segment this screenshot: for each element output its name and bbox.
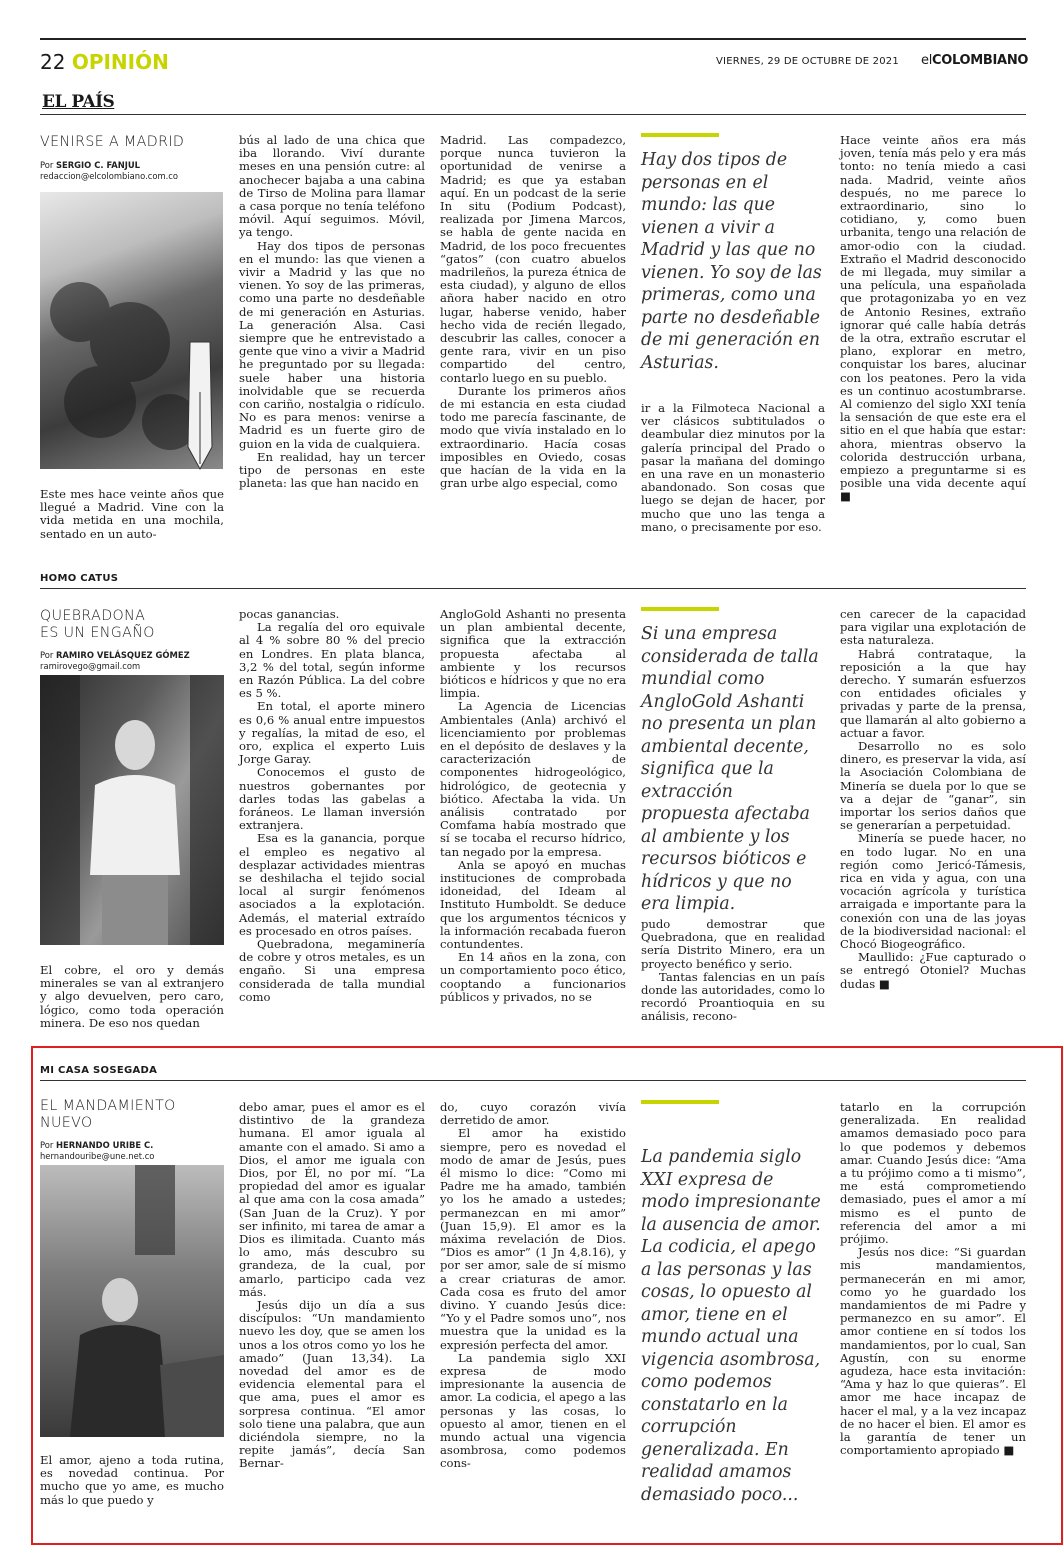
article-column-4: pudo demostrar que Quebradona, que en realidad sería Distrito Minero, era un proyecto benéfico y serio. Tantas falencias en un país donde las autoridades, como lo recordó Proantioquia en su análisis, recono-: [641, 917, 825, 1024]
column-label: MI CASA SOSEGADA: [40, 1065, 158, 1076]
article-column-5: Hace veinte años era más joven, tenía más pelo y era más tonto: no tenía miedo a casi nada. Madrid, veinte años después, no me parece lo extraordinario, sino lo cotidiano, y, como buen urbanita, tengo una relación de amor-odio con la ciudad. Extraño el Madrid desconocido de mi llegada, muy similar a una película, una españolada que protagonizaba yo en vez de Antonio Resines, extraño ignorar qué calle había detrás de la otra, extraño escrutar el plano, explorar en metro, conquistar los bares, alucinar con los peatones. Pero la vida es un continuo acostumbrarse. Al comienzo del siglo XXI tenía la sensación de que este era el sitio en el que había que estar: ahora, mientras observo la colorida destrucción urbana, empiezo a preguntarme si es posible una vida decente aquí ■: [840, 133, 1026, 504]
article-column-4: ir a la Filmoteca Nacional a ver clásicos subtitulados o deambular diez minutos por la galería principal del Prado o pasar la mañana del domingo en una rave en un monasterio abandonado. Son cosas que luego se dejan de hacer, por mucho que uno las tenga a mano, o precisamente por eso.: [641, 401, 825, 534]
author-photo: [40, 1165, 224, 1437]
page-header: [40, 50, 169, 74]
article-title: EL MANDAMIENTO NUEVO: [40, 1098, 176, 1131]
pull-quote-accent: [641, 607, 719, 611]
partner-logo: EL PAÍS: [42, 92, 115, 112]
author-portrait-icon: [40, 1165, 224, 1437]
article-title: QUEBRADONA ES UN ENGAÑO: [40, 608, 155, 641]
newspaper-logo: elCOLOMBIANO: [921, 53, 1029, 68]
author-portrait-icon: [40, 675, 224, 945]
article-title: VENIRSE A MADRID: [40, 134, 185, 150]
author-photo: [40, 675, 224, 945]
article-column-3: AngloGold Ashanti no presenta un plan ambiental decente, significa que la extracción propuesta afectaba al ambiente y los recursos bióticos e hídricos y que no era limpia. La Agencia de Licencias Ambientales (Anla) archivó el licenciamiento por problemas en el depósito de deslaves y la caracterización de componentes hidrogeológico, hidrológico, de geotecnia y biótico. Afectaba la vida. Un análisis contratado por Comfama había mostrado que sí se tocaba el recurso hídrico, tan negado por la empresa. Anla se apoyó en muchas instituciones de comprobada idoneidad, del Ideam al Instituto Humboldt. Se deduce que los argumentos técnicos y la información recabada fueron contundentes. En 14 años en la zona, con un comportamiento poco ético, cooptando a funcionarios públicos y privados, no se: [440, 607, 626, 1004]
section-rule: [40, 1080, 1026, 1081]
article-column-1: El amor, ajeno a toda rutina, es novedad continua. Por mucho que yo ame, es mucho más lo que puedo y: [40, 1453, 224, 1507]
article-illustration: [40, 192, 223, 469]
article-column-5: tatarlo en la corrupción generalizada. En realidad amamos demasiado poco para lo que podemos y debemos amar. Cuando Jesús dice: “Ama a tu prójimo como a ti mismo”, me está comprometiendo demasiado, pues el amor a mí mismo es el punto de referencia del amor a mi prójimo. Jesús nos dice: “Si guardan mis mandamientos, permanecerán en mi amor, como yo he guardado los mandamientos de mi Padre y permanezco en su amor”. El amor contiene en sí todos los mandamientos, por lo cual, San Agustín, con su enorme agudeza, hace esta invitación: “Ama y haz lo que quieras”. El amor me hace incapaz de hacer el mal, y a la vez incapaz de no hacer el bien. El amor es la garantía de tener un comportamiento apropiado ■: [840, 1100, 1026, 1458]
pull-quote: La pandemia siglo XXI expresa de modo impresionante la ausencia de amor. La codicia, el apego a las personas y las cosas, lo opuesto al amor, tiene en el mundo actual una vigencia asombrosa, como podemos constatarlo en la corrupción generalizada. En realidad amamos demasiado poco...: [641, 1147, 821, 1505]
section-rule: [40, 588, 1026, 589]
article-column-1: Este mes hace veinte años que llegué a Madrid. Vine con la vida metida en una mochila, sentado en un auto-: [40, 487, 224, 541]
section-name: OPINIÓN: [71, 50, 169, 74]
fountain-pen-illustration-icon: [40, 192, 223, 469]
article-column-1: El cobre, el oro y demás minerales se van al extranjero y algo devuelven, pero caro, lógico, como toda operación minera. De eso nos quedan: [40, 963, 224, 1030]
article-column-3: do, cuyo corazón vivía derretido de amor. El amor ha existido siempre, pero es novedad el modo de amar de Jesús, pues él mismo lo dice: “Como mi Padre me ha amado, también yo los he amado a ustedes; permanezcan en mi amor” (Juan 15,9). El amor es la máxima revelación de Dios. “Dios es amor” (1 Jn 4,8.16), y por ser amor, sale de sí mismo a crear criaturas de amor. Cada cosa es fruto del amor divino. Y cuando Jesús dice: “Yo y el Padre somos uno”, nos muestra que la unidad es la expresión perfecta del amor. La pandemia siglo XXI expresa de modo impresionante la ausencia de amor. La codicia, el apego a las personas y las cosas, lo opuesto al amor, tienen en el mundo actual una vigencia asombrosa, como podemos cons-: [440, 1100, 626, 1471]
pull-quote-accent: [641, 1100, 719, 1104]
pull-quote: Si una empresa considerada de talla mundial como AngloGold Ashanti no presenta un plan ambiental decente, significa que la extracción propuesta afectaba al ambiente y los recursos bióticos e hídricos y que no era limpia.: [641, 624, 819, 914]
author-name: SERGIO C. FANJUL: [55, 160, 140, 170]
author-email[interactable]: ramirovego@gmail.com: [40, 661, 141, 671]
section-rule: [40, 114, 1026, 115]
column-label: HOMO CATUS: [40, 573, 119, 584]
pull-quote-accent: [641, 133, 719, 137]
article-byline: Por HERNANDO URIBE C. hernandouribe@une.net.co: [40, 1140, 155, 1161]
author-email[interactable]: redaccion@elcolombiano.com.co: [40, 171, 179, 181]
article-column-2: pocas ganancias. La regalía del oro equivale al 4 % sobre 80 % del precio en Londres. En plata blanca, 3,2 % del total, según informe en Razón Pública. La del cobre es 5 %. En total, el aporte minero es 0,6 % anual entre impuestos y regalías, la mitad de eso, el oro, explica el experto Luis Jorge Garay. Conocemos el gusto de nuestros gobernantes por darles todas las gabelas a foráneos. Le llaman inversión extranjera. Esa es la ganancia, porque el empleo es negativo al desplazar actividades mientras se deshilacha el tejido social local al surgir fenómenos asociados a la explotación. Además, el material extraído es procesado en otros países. Quebradona, megaminería de cobre y otros metales, es un engaño. Si una empresa considerada de talla mundial como: [239, 607, 425, 1004]
top-rule: [40, 38, 1026, 40]
article-column-3: Madrid. Las compadezco, porque nunca tuvieron la oportunidad de venirse a Madrid; es que ya estaban aquí. En un podcast de la serie In situ (Podium Podcast), realizada por Jimena Marcos, se habla de gente nacida en Madrid, de los poco frecuentes “gatos” (con cuatro abuelos madrileños, la pureza étnica de esta ciudad), y alguno de ellos añora haber nacido en otro lugar, haberse venido, haber hecho vida de recién llegado, descubrir las calles, conocer a gente rara, vivir en un piso compartido del centro, contarlo luego en su pueblo. Durante los primeros años de mi estancia en esta ciudad todo me parecía fascinante, de modo que vivía instalado en lo extraordinario. Hacía cosas imposibles en Oviedo, cosas que hacían de la vida en la gran urbe algo especial, como: [440, 133, 626, 491]
article-column-2: bús al lado de una chica que iba llorando. Viví durante meses en una pensión cutre: al anochecer bajaba a una cabina de Tirso de Molina para llamar a casa porque no tenía teléfono móvil. Aquí seguimos. Móvil, ya tengo. Hay dos tipos de personas en el mundo: las que vienen a vivir a Madrid y las que no vienen. Yo soy de las primeras, como una parte no desdeñable de mi generación en Asturias. La generación Alsa. Casi siempre que he entrevistado a gente que vino a vivir a Madrid he preguntado por su llegada: suele haber una historia inolvidable que se recuerda con cariño, nostalgia o ridículo. No es para menos: venirse a Madrid es un fuerte giro de guion en la vida de cualquiera. En realidad, hay un tercer tipo de personas en este planeta: las que han nacido en: [239, 133, 425, 491]
article-byline: Por SERGIO C. FANJUL redaccion@elcolombiano.com.co: [40, 160, 179, 181]
pull-quote: Hay dos tipos de personas en el mundo: las que vienen a vivir a Madrid y las que no vienen. Yo soy de las primeras, como una parte no desdeñable de mi generación en Asturias.: [641, 150, 822, 373]
author-name: HERNANDO URIBE C.: [55, 1140, 154, 1150]
page-number: 22: [40, 50, 66, 74]
article-column-2: debo amar, pues el amor es el distintivo de la grandeza humana. El amor iguala al amante con el amado. Si amo a Dios, el amor me iguala con Dios, por Él, no por mí. “La propiedad del amor es igualar al que ama con la cosa amada” (San Juan de la Cruz). Y por ser infinito, mi tarea de amar a Dios es ilimitada. Cuanto más lo amo, más descubro su grandeza, de la cual, por amarlo, participo cada vez más. Jesús dijo un día a sus discípulos: “Un mandamiento nuevo les doy, que se amen los unos a los otros como yo los he amado” (Juan 13,34). La novedad del amor es de evidencia elemental para el que ama, pues el amor es sorpresa continua. “El amor solo tiene una palabra, que aun diciéndola siempre, no la repite jamás”, decía San Bernar-: [239, 1100, 425, 1471]
author-name: RAMIRO VELÁSQUEZ GÓMEZ: [55, 650, 190, 660]
article-column-5: cen carecer de la capacidad para vigilar una explotación de esta naturaleza. Habrá contrataque, la reposición a la que hay derecho. Y sumarán esfuerzos con entidades oficiales y privadas y parte de la prensa, que llamarán al alto gobierno a actuar a favor. Desarrollo no es solo dinero, es preservar la vida, así la Asociación Colombiana de Minería se duela por lo que se va a dejar de “ganar”, sin importar los serios daños que se generarían a perpetuidad. Minería se puede hacer, no en todo lugar. No en una región como Jericó-Támesis, rica en vida y agua, con una vocación agrícola y turística arraigada e importante para la conexión con una de las joyas de la biodiversidad nacional: el Chocó Biogeográfico. Maullido: ¿Fue capturado o se entregó Otoniel? Muchas dudas ■: [840, 607, 1026, 991]
article-byline: Por RAMIRO VELÁSQUEZ GÓMEZ ramirovego@gmail.com: [40, 650, 190, 671]
author-email[interactable]: hernandouribe@une.net.co: [40, 1151, 155, 1161]
issue-date: VIERNES, 29 DE OCTUBRE DE 2021: [716, 56, 899, 67]
